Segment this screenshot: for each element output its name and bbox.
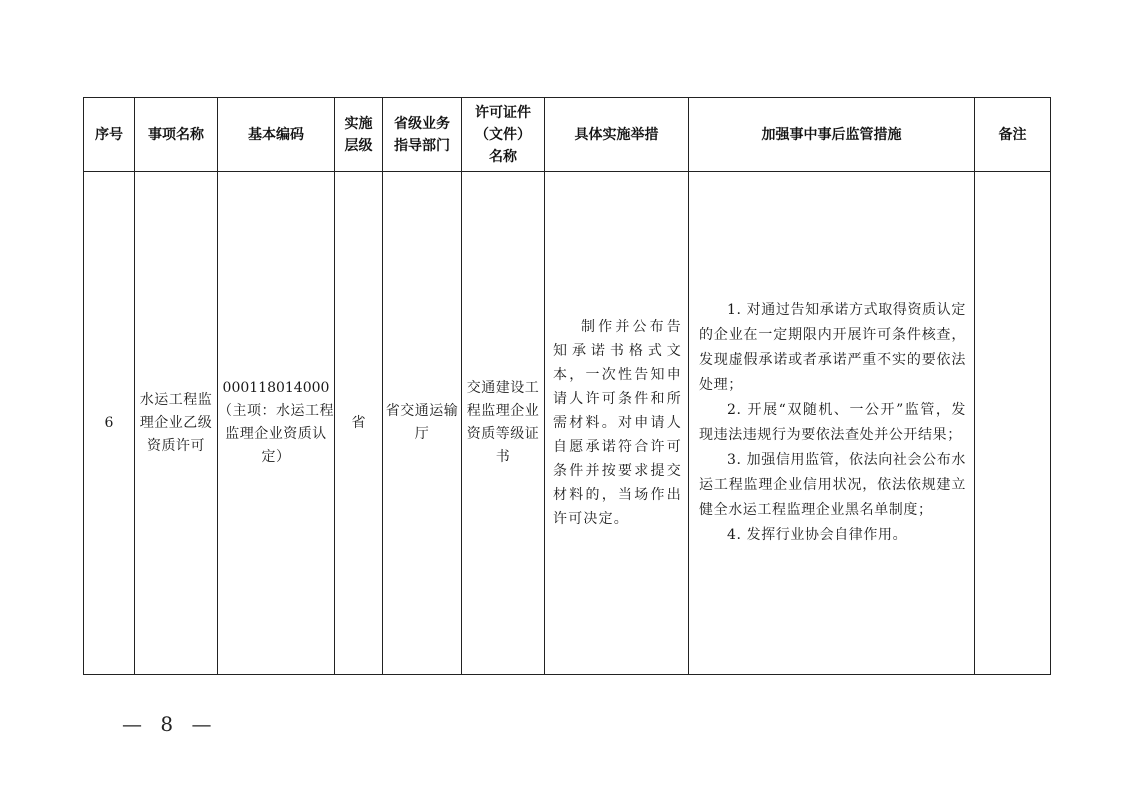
supervise-item-3: 3. 加强信用监管，依法向社会公布水运工程监理企业信用状况，依法依规建立健全水运工程监理企业黑名单制度；: [699, 452, 966, 518]
header-remark: 备注: [975, 98, 1051, 172]
cell-cert: 交通建设工程监理企业资质等级证书: [462, 172, 545, 675]
cell-item-name: 水运工程监理企业乙级资质许可: [135, 172, 218, 675]
header-dept: [383, 98, 462, 172]
header-cert-line-2: （文件）: [475, 126, 531, 143]
header-measure: 具体实施举措: [545, 98, 689, 172]
header-item-name: 事项名称: [135, 98, 218, 172]
table-row: [84, 172, 1051, 675]
header-level-line-1: 实施: [344, 115, 373, 132]
table-header-row: [84, 98, 1051, 172]
measure-text: 制作并公布告知承诺书格式文本，一次性告知申请人许可条件和所需材料。对申请人自愿承诺符合许可条件并按要求提交材料的，当场作出许可决定。: [553, 319, 682, 527]
header-level: [335, 98, 383, 172]
page-number: — 8 —: [122, 712, 218, 736]
header-cert: [462, 98, 545, 172]
approval-items-table: [83, 97, 1051, 675]
cell-measure: [545, 172, 689, 675]
basic-code-number: 000118014000: [222, 380, 330, 396]
cell-supervise: [689, 172, 975, 675]
supervise-item-4: 4. 发挥行业协会自律作用。: [727, 527, 908, 543]
cell-seq: 6: [84, 172, 135, 675]
cell-dept: 省交通运输厅: [383, 172, 462, 675]
cell-remark: [975, 172, 1051, 675]
header-dept-line-2: 指导部门: [394, 137, 450, 154]
header-cert-line-1: 许可证件: [475, 104, 531, 121]
cell-level: 省: [335, 172, 383, 675]
supervise-item-2: 2. 开展“双随机、一公开”监管，发现违法违规行为要依法查处并公开结果；: [699, 402, 966, 443]
header-dept-line-1: 省级业务: [394, 115, 450, 132]
header-seq: 序号: [84, 98, 135, 172]
basic-code-note: （主项：水运工程监理企业资质认定）: [218, 403, 334, 465]
header-supervise: 加强事中事后监管措施: [689, 98, 975, 172]
header-level-line-2: 层级: [344, 137, 373, 154]
cell-basic-code: [218, 172, 335, 675]
supervise-item-1: 1. 对通过告知承诺方式取得资质认定的企业在一定期限内开展许可条件核查，发现虚假承诺或者承诺严重不实的要依法处理；: [699, 302, 966, 393]
header-basic-code: 基本编码: [218, 98, 335, 172]
header-cert-line-3: 名称: [489, 148, 517, 165]
